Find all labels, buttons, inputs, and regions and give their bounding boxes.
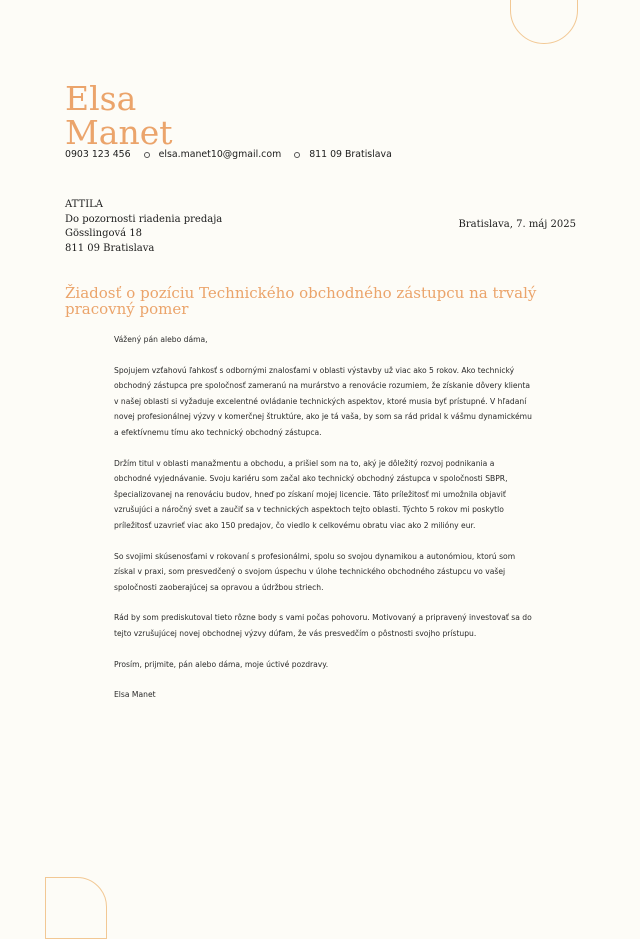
contact-info xyxy=(65,149,392,161)
last-name: Manet xyxy=(65,113,173,153)
bullet-icon xyxy=(294,152,300,158)
salutation: Vážený pán alebo dáma, xyxy=(114,335,208,344)
letter-date: Bratislava, 7. máj 2025 xyxy=(458,219,576,230)
recipient-attention: Do pozornosti riadenia predaja xyxy=(65,213,223,225)
paragraph: Rád by som prediskutoval tieto rôzne body s vami počas pohovoru. Motivovaný a pripravený investovať sa do tejto vzrušujúcej novej obchodnej výzvy dúfam, že vás presvedčím o pôstnosti svojho prístupu. xyxy=(114,613,532,638)
bullet-icon xyxy=(144,152,150,158)
location: 811 09 Bratislava xyxy=(309,149,392,160)
email-address: elsa.manet10@gmail.com xyxy=(158,149,282,160)
phone-number: 0903 123 456 xyxy=(65,149,131,160)
recipient-city: 811 09 Bratislava xyxy=(65,242,155,254)
paragraph: So svojimi skúsenosťami v rokovaní s profesionálmi, spolu so svojou dynamikou a autonómiou, ktorú som získal v praxi, som presvedčený o svojom úspechu v úlohe technického obchodného zástupcu vo vašej spoločnosti zaoberajúcej sa opravou a údržbou striech. xyxy=(114,551,516,592)
paragraph: Spojujem vzťahovú ľahkosť s odbornými znalosťami v oblasti výstavby už viac ako 5 rokov. Ako technický obchodný zástupca pre spoločnosť zameranú na murárstvo a renovácie rozumiem, že získanie dôvery klienta v našej oblasti si vyžaduje excelentné ovládanie technických aspektov, ktoré musia byť prístupné. V hľadaní novej profesionálnej výzvy v komerčnej štruktúre, ako je tá vaša, by som sa rád pridal k vášmu dynamickému a efektívnemu tímu ako technický obchodný zástupca. xyxy=(114,365,532,437)
recipient-company: ATTILA xyxy=(65,199,104,210)
decorative-arc-top xyxy=(510,0,578,44)
signature: Elsa Manet xyxy=(114,690,156,700)
decorative-arc-bottom xyxy=(45,877,107,939)
closing: Prosím, prijmite, pán alebo dáma, moje úctivé pozdravy. xyxy=(114,659,329,669)
paragraph: Držím titul v oblasti manažmentu a obchodu, a prišiel som na to, aký je dôležitý rozvoj podnikania a obchodné vyjednávanie. Svoju kariéru som začal ako technický obchodný zástupca v spoločnosti SBPR, špecializovanej na renováciu budov, hneď po získaní mojej licencie. Táto príležitosť mi umožnila objaviť vzrušujúci a náročný svet a zaučiť sa v technických aspektoch tejto oblasti. Týchto 5 rokov mi poskytlo príležitosť uzavrieť viac ako 150 predajov, čo viedlo k celkovému obratu viac ako 2 milióny eur. xyxy=(114,458,508,530)
applicant-name xyxy=(65,79,173,153)
first-name: Elsa xyxy=(65,79,137,119)
letter-body xyxy=(114,332,534,718)
recipient-address xyxy=(65,198,222,256)
recipient-street: Gösslingová 18 xyxy=(65,228,143,239)
letter-subject: Žiadosť o pozíciu Technického obchodného zástupcu na trvalý pracovný pomer xyxy=(65,284,537,318)
